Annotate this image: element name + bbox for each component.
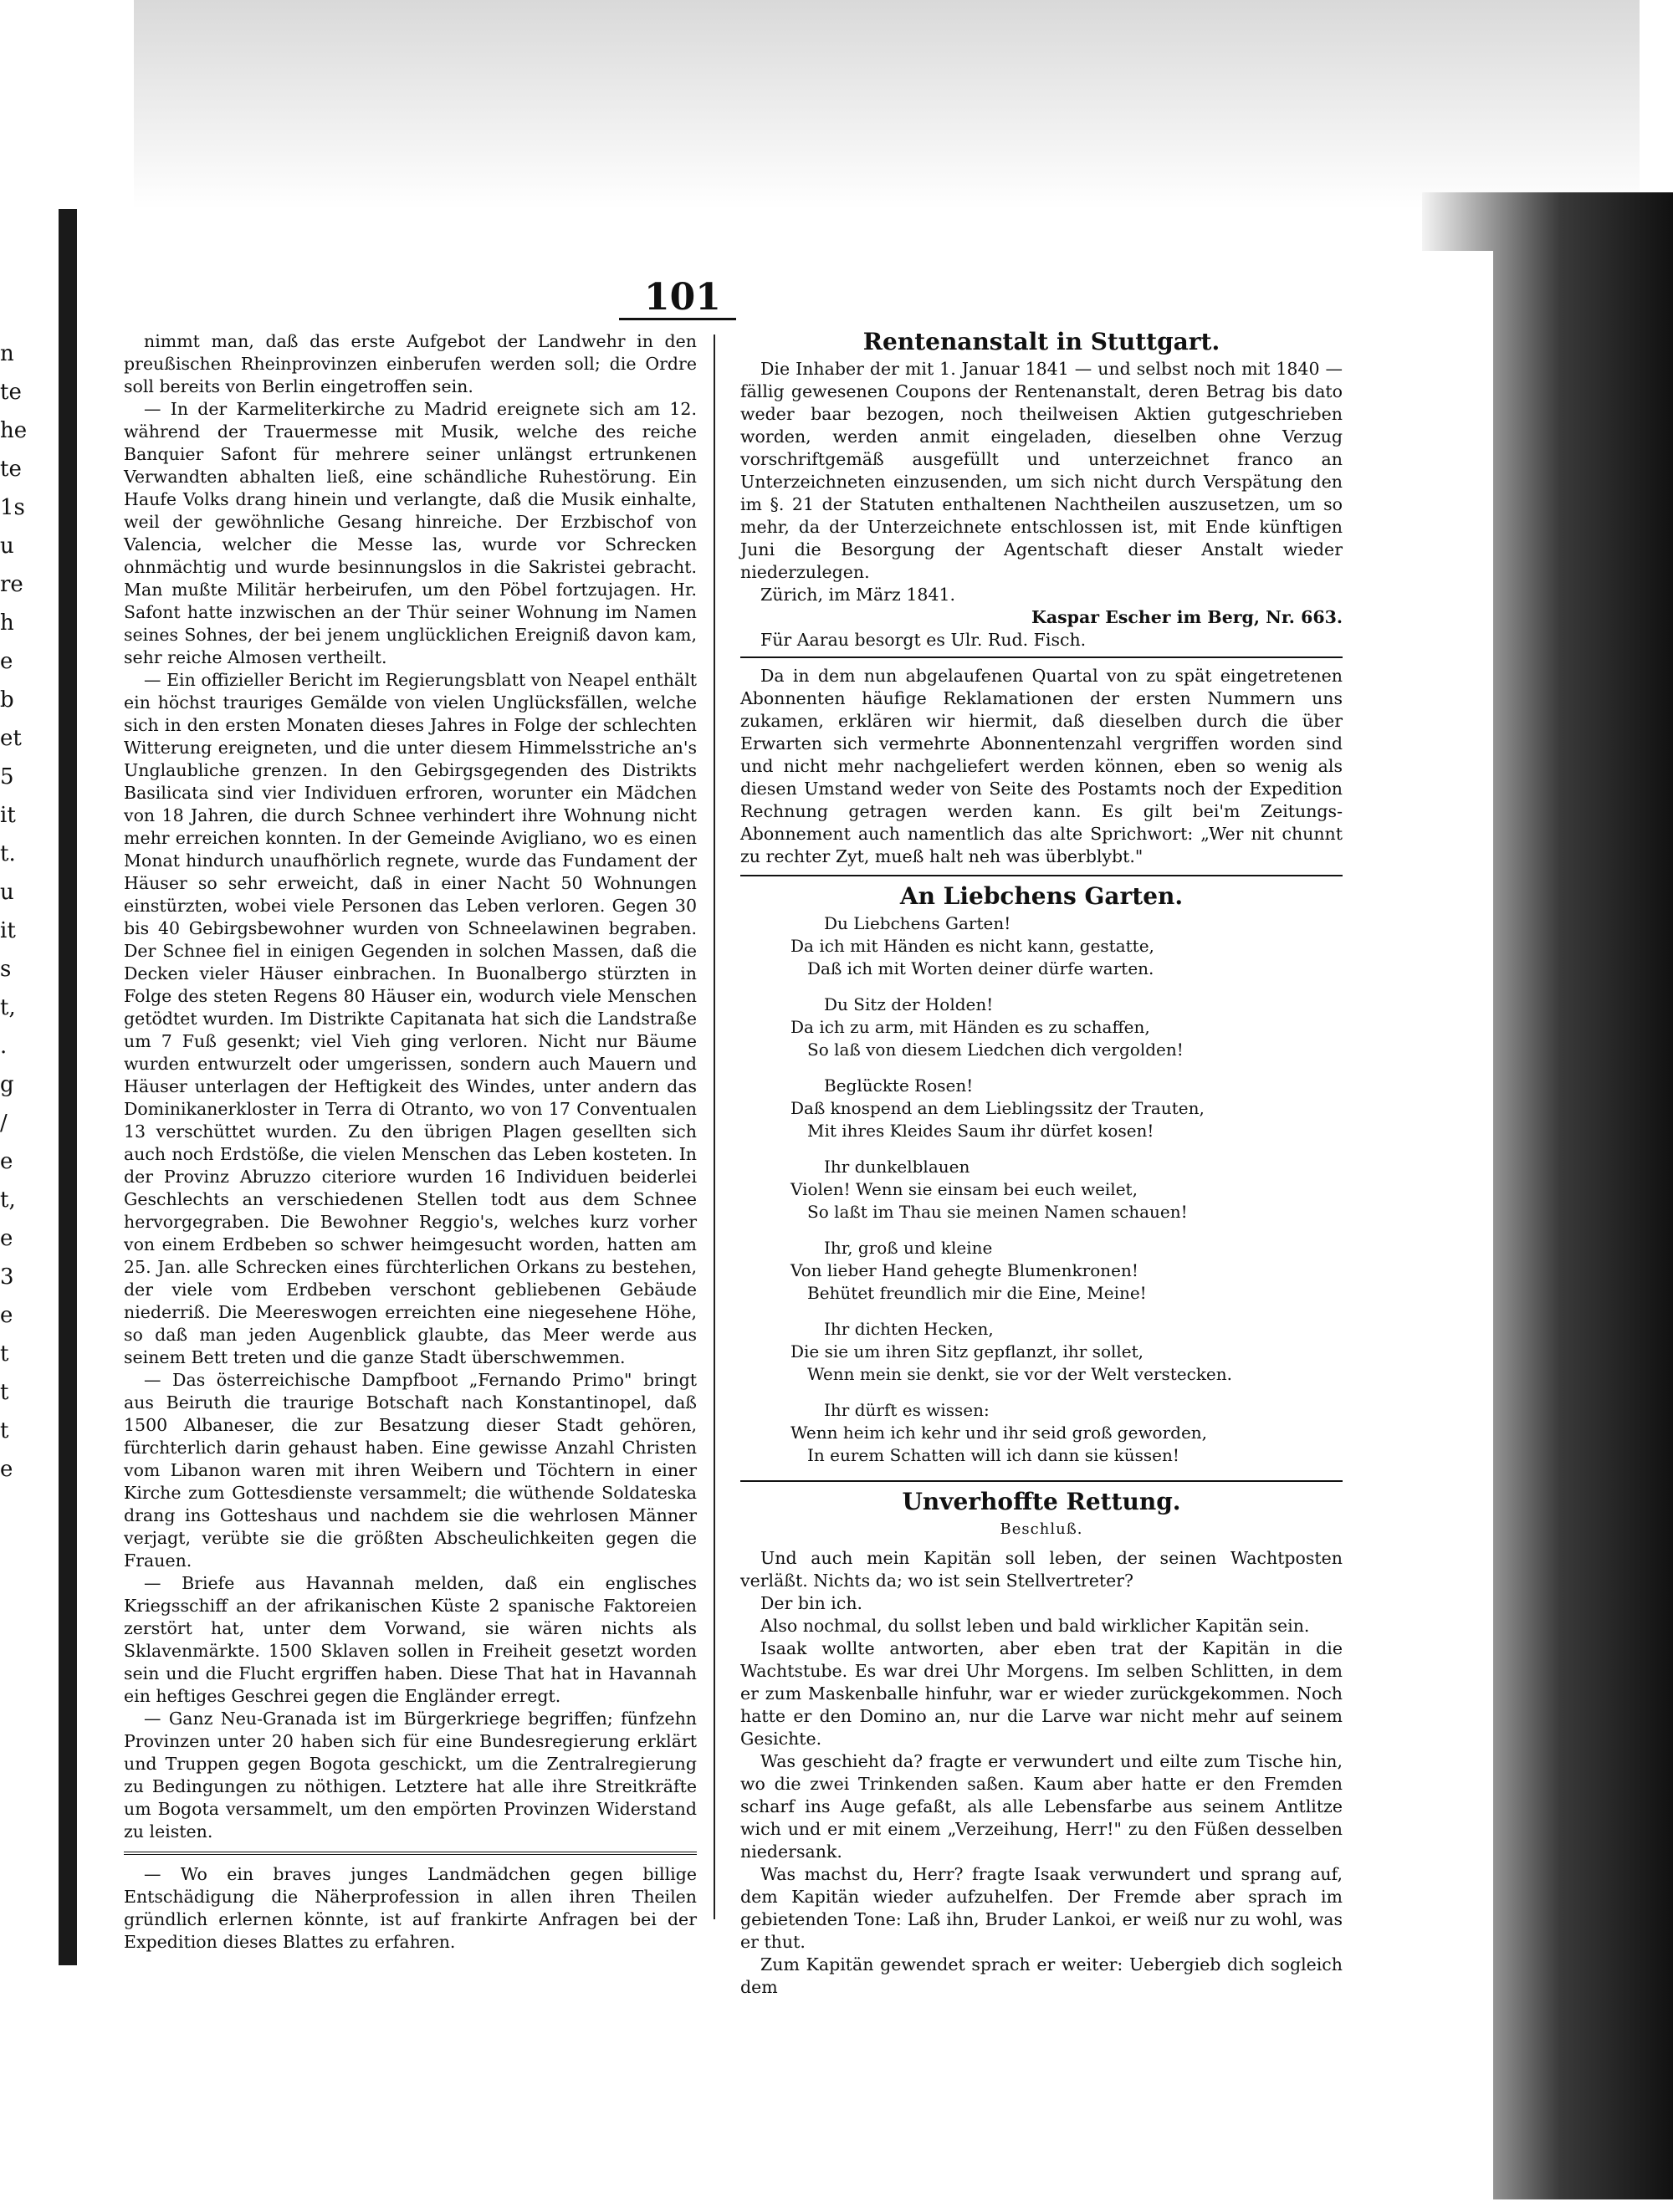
poem-line: So laßt im Thau sie meinen Namen schauen! [807, 1202, 1188, 1222]
fragment-line: e [0, 649, 13, 674]
rentenanstalt-body: Die Inhaber der mit 1. Januar 1841 — und selbst noch mit 1840 — fällig gewesenen Coupons der Rentenanstalt, deren Betrag bis dato weder baar bezogen, noch theilweisen Aktien gutgeschrieben worden, werden anmit eingeladen, dieselben ohne Verzug vorschriftgemäß ausgefüllt und unterzeichnet franco an Unterzeichneten einzusenden, um sich nicht durch Verspätung den im §. 21 der Statuten enthaltenen Nachtheilen auszusetzen, um so mehr, da der Unterzeichnete entschlossen ist, mit Ende künftigen Juni die Besorgung der Agentschaft dieser Anstalt wieder niederzulegen. [740, 359, 1343, 582]
story-paragraph: Der bin ich. [760, 1593, 863, 1613]
fragment-line: u [0, 880, 14, 905]
notice-rule [124, 1852, 697, 1855]
story-paragraph: Und auch mein Kapitän soll leben, der seinen Wachtposten verläßt. Nichts da; wo ist sein Stellvertreter? [740, 1548, 1343, 1591]
story-rule [740, 1480, 1343, 1482]
story-paragraph: Isaak wollte antworten, aber eben trat der Kapitän in die Wachtstube. Es war drei Uhr Morgens. Im selben Schlitten, in dem er zum Maskenballe hinfuhr, war er wieder zurückgekommen. Noch hatte er den Domino an, nur die Larve war nicht mehr auf seinem Gesichte. [740, 1638, 1343, 1749]
right-column [740, 330, 1343, 1999]
poem-stanza [790, 1399, 1343, 1467]
fragment-line: te [0, 380, 22, 405]
abonnement-notice: Da in dem nun abgelaufenen Quartal von zu spät eingetretenen Abonnenten häufige Reklamationen der ersten Nummern uns zukamen, erklären wir hiermit, daß dieselben durch die über Erwarten sich vermehrte Abonnentenzahl vergriffen worden sind und nicht mehr nachgeliefert werden können, eben so wenig als diesen Umstand weder von Seite des Postamts noch der Expedition Rechnung getragen werden kann. Es gilt bei'm Zeitungs-Abonnement auch namentlich das alte Sprichwort: „Wer nit chunnt zu rechter Zyt, mueß halt neh was überblybt." [740, 666, 1343, 866]
fragment-line: s [0, 957, 12, 982]
poem-line: Violen! Wenn sie einsam bei euch weilet, [790, 1179, 1138, 1199]
poem-line: Du Sitz der Holden! [824, 994, 994, 1014]
poem-line: So laß von diesem Liedchen dich vergolden! [807, 1040, 1184, 1060]
rentenanstalt-aarau: Für Aarau besorgt es Ulr. Rud. Fisch. [760, 630, 1087, 650]
poem-stanza [790, 994, 1343, 1061]
landmaedchen-notice: — Wo ein braves junges Landmädchen gegen billige Entschädigung die Näherprofession in allen ihren Theilen gründlich erlernen könnte, ist auf frankirte Anfragen bei der Expedition dieses Blattes zu erfahren. [124, 1864, 697, 1952]
fragment-line: e [0, 1303, 13, 1328]
column-divider [714, 335, 715, 1919]
fragment-line: it [0, 918, 16, 943]
poem-line: Ihr dichten Hecken, [824, 1319, 994, 1339]
fragment-line: e [0, 1457, 13, 1482]
poem-line: Die sie um ihren Sitz gepflanzt, ihr sollet, [790, 1341, 1144, 1361]
poem-line: Ihr dunkelblauen [824, 1157, 970, 1177]
story-paragraph: Was geschieht da? fragte er verwundert und eilte zum Tische hin, wo die zwei Trinkenden saßen. Kaum aber hatte er den Fremden scharf ins Auge gefaßt, als alle Lebensfarbe aus seinem Antlitze wich und er mit einem „Verzeihung, Herr!" zu den Füßen desselben niedersank. [740, 1751, 1343, 1862]
fragment-line: / [0, 1111, 8, 1136]
poem-stanza [790, 1075, 1343, 1142]
fragment-line: 1s [0, 495, 25, 520]
scan-top-shadow [134, 0, 1640, 209]
story-paragraph: Also nochmal, du sollst leben und bald wirklicher Kapitän sein. [760, 1616, 1310, 1636]
fragment-line: re [0, 572, 23, 597]
story-title: Unverhoffte Rettung. [902, 1488, 1181, 1515]
poem-line: Daß knospend an dem Lieblingssitz der Trauten, [790, 1098, 1205, 1118]
rentenanstalt-signature: Kaspar Escher im Berg, Nr. 663. [1031, 607, 1343, 627]
fragment-line: e [0, 1226, 13, 1251]
fragment-line: . [0, 1034, 8, 1059]
fragment-line: t, [0, 1188, 16, 1213]
fragment-line: 3 [0, 1264, 14, 1290]
fragment-line: it [0, 803, 16, 828]
fragment-line: t [0, 1380, 9, 1405]
rentenanstalt-title: Rentenanstalt in Stuttgart. [862, 328, 1220, 355]
poem-line: Du Liebchens Garten! [824, 913, 1011, 933]
abonnement-notice-box [740, 656, 1343, 876]
adjacent-page-fragment [0, 335, 50, 1489]
rentenanstalt-date: Zürich, im März 1841. [760, 585, 956, 605]
page-number-rule [619, 318, 736, 320]
fragment-line: t, [0, 995, 16, 1020]
poem-line: Da ich zu arm, mit Händen es zu schaffen, [790, 1017, 1150, 1037]
news-paragraph: — Ganz Neu-Granada ist im Bürgerkriege begriffen; fünfzehn Provinzen unter 20 haben sich für eine Bundesregierung erklärt und Truppen gegen Bogota geschickt, um die Zentralregierung zu Bedingungen zu nöthigen. Letztere hat alle ihre Streitkräfte um Bogota versammelt, um den empörten Provinzen Widerstand zu leisten. [124, 1709, 697, 1842]
poem-line: Von lieber Hand gehegte Blumenkronen! [790, 1260, 1138, 1280]
fragment-line: t [0, 1341, 9, 1367]
news-paragraph: — Briefe aus Havannah melden, daß ein englisches Kriegsschiff an der afrikanischen Küste 2 spanische Faktoreien zerstört hat, unter dem Vorwand, sie wären nichts als Sklavenmärkte. 1500 Sklaven sollen in Freiheit gesetzt worden sein und die Flucht ergriffen haben. Diese That hat in Havannah ein heftiges Geschrei gegen die Engländer erregt. [124, 1573, 697, 1706]
poem-stanza [790, 912, 1343, 980]
poem-line: Beglückte Rosen! [824, 1075, 974, 1096]
fragment-line: e [0, 1149, 13, 1174]
left-column [124, 330, 697, 1954]
poem-line: In eurem Schatten will ich dann sie küssen! [807, 1445, 1179, 1465]
fragment-line: n [0, 341, 14, 366]
poem-line: Da ich mit Händen es nicht kann, gestatte, [790, 936, 1154, 956]
fragment-line: 5 [0, 764, 14, 789]
fragment-line: b [0, 687, 14, 713]
news-paragraph: — Das österreichische Dampfboot „Fernando Primo" bringt aus Beiruth die traurige Botschaft nach Konstantinopel, daß 1500 Albaneser, die zur Besatzung dieser Stadt gehören, fürchterlich darin gehaust haben. Eine gewisse Anzahl Christen vom Libanon waren mit ihren Weibern und Töchtern in einer Kirche zum Gottesdienste versammelt; die wüthende Soldateska drang ins Gotteshaus und nachdem sie die wehrlosen Männer verjagt, verübte sie die größten Abscheulichkeiten gegen die Frauen. [124, 1370, 697, 1571]
fragment-line: t [0, 1418, 9, 1443]
fragment-line: et [0, 726, 22, 751]
poem-line: Daß ich mit Worten deiner dürfe warten. [807, 958, 1154, 978]
fragment-line: g [0, 1072, 14, 1097]
news-paragraph: nimmt man, daß das erste Aufgebot der Landwehr in den preußischen Rheinprovinzen einberufen werden soll; die Ordre soll bereits von Berlin eingetroffen sein. [124, 331, 697, 396]
story-subtitle: Beschluß. [1000, 1520, 1083, 1538]
poem [740, 912, 1343, 1467]
poem-line: Wenn mein sie denkt, sie vor der Welt verstecken. [807, 1364, 1233, 1384]
poem-title: An Liebchens Garten. [899, 882, 1184, 910]
fragment-line: t. [0, 841, 16, 866]
poem-stanza [790, 1318, 1343, 1386]
poem-line: Wenn heim ich kehr und ihr seid groß geworden, [790, 1423, 1208, 1443]
story-paragraphs [740, 1547, 1343, 1999]
news-paragraphs [124, 330, 697, 1843]
fragment-line: he [0, 418, 28, 443]
news-paragraph: — Ein offizieller Bericht im Regierungsblatt von Neapel enthält ein höchst trauriges Gemälde von vielen Unglücksfällen, welche sich in den ersten Monaten dieses Jahres in Folge der schlechten Witterung ereigneten, und die unter diesem Himmelsstriche an's Unglaubliche grenzen. In den Gebirgsgegenden des Distrikts Basilicata sind vier Individuen erfroren, worunter ein Mädchen von 18 Jahren, die durch Schnee verhindert ihre Wohnung nicht mehr erreichen konnten. In der Gemeinde Avigliano, wo es einen Monat hindurch unaufhörlich regnete, wurde das Fundament der Häuser so sehr erweicht, daß in einer Nacht 50 Wohnungen einstürzten, wobei viele Personen das Leben verloren. Gegen 30 bis 40 Gebirgsbewohner wurden von Schneelawinen begraben. Der Schnee fiel in einigen Gegenden in solchen Massen, daß die Decken vieler Häuser einbrachen. In Buonalbergo stürzten in Folge des steten Regens 80 Häuser ein, wodurch viele Menschen getödtet wurden. Im Distrikte Capitanata hat sich die Landstraße um 7 Fuß gesenkt; viel Vieh ging verloren. Nicht nur Bäume wurden entwurzelt oder umgerissen, sondern auch Mauern und Häuser unterlagen der Heftigkeit des Windes, unter andern das Dominikanerkloster in Terra di Otranto, wo von 17 Conventualen 13 verschüttet wurden. Zu den übrigen Plagen gesellten sich auch noch Erdstöße, die vielen Menschen das Leben kosteten. In der Provinz Abruzzo citeriore wurden 16 Individuen beiderlei Geschlechts an verschiedenen Stellen todt aus dem Schnee hervorgegraben. Die Bewohner Reggio's, welches kurz vorher von einem Erdbeben so schwer heimgesucht worden, hatten am 25. Jan. alle Schrecken eines fürchterlichen Orkans zu bestehen, der viele vom Erdbeben verschont gebliebenen Gebäude niederriß. Die Meereswogen erreichten eine niegesehene Höhe, so daß man jeden Augenblick glaubte, das Meer werde aus seinem Bett treten und die ganze Stadt überschwemmen. [124, 670, 697, 1367]
poem-stanza [790, 1156, 1343, 1223]
page-number: 101 [644, 276, 721, 319]
binding-edge [59, 209, 77, 1965]
poem-stanza [790, 1237, 1343, 1305]
poem-line: Ihr dürft es wissen: [824, 1400, 990, 1420]
story-paragraph: Was machst du, Herr? fragte Isaak verwundert und sprang auf, dem Kapitän wieder aufzuhelfen. Der Fremde aber sprach im gebietenden Tone: Laß ihn, Bruder Lankoi, er weiß nur zu wohl, was er thut. [740, 1864, 1343, 1952]
poem-line: Mit ihres Kleides Saum ihr dürfet kosen! [807, 1121, 1154, 1141]
fragment-line: h [0, 610, 14, 636]
fragment-line: u [0, 534, 14, 559]
poem-line: Ihr, groß und kleine [824, 1238, 993, 1258]
news-paragraph: — In der Karmeliterkirche zu Madrid ereignete sich am 12. während der Trauermesse mit Musik, welche des reiche Banquier Safont für mehrere seiner unlängst ertrunkenen Verwandten abhalten ließ, eine schändliche Ruhestörung. Ein Haufe Volks drang hinein und verlangte, daß die Musik einhalte, weil der gewöhnliche Gesang hinreiche. Der Erzbischof von Valencia, welcher die Messe las, wurde vor Schrecken ohnmächtig und wurde besinnungslos in die Sakristei gebracht. Man mußte Militär herbeirufen, um den Pöbel fortzujagen. Hr. Safont hatte inzwischen an der Thür seiner Wohnung im Namen seines Sohnes, der bei jenem unglücklichen Ereigniß davon kam, sehr reiche Almosen vertheilt. [124, 399, 697, 667]
poem-line: Behütet freundlich mir die Eine, Meine! [807, 1283, 1147, 1303]
story-paragraph: Zum Kapitän gewendet sprach er weiter: Uebergieb dich sogleich dem [740, 1954, 1343, 1997]
fragment-line: te [0, 457, 22, 482]
